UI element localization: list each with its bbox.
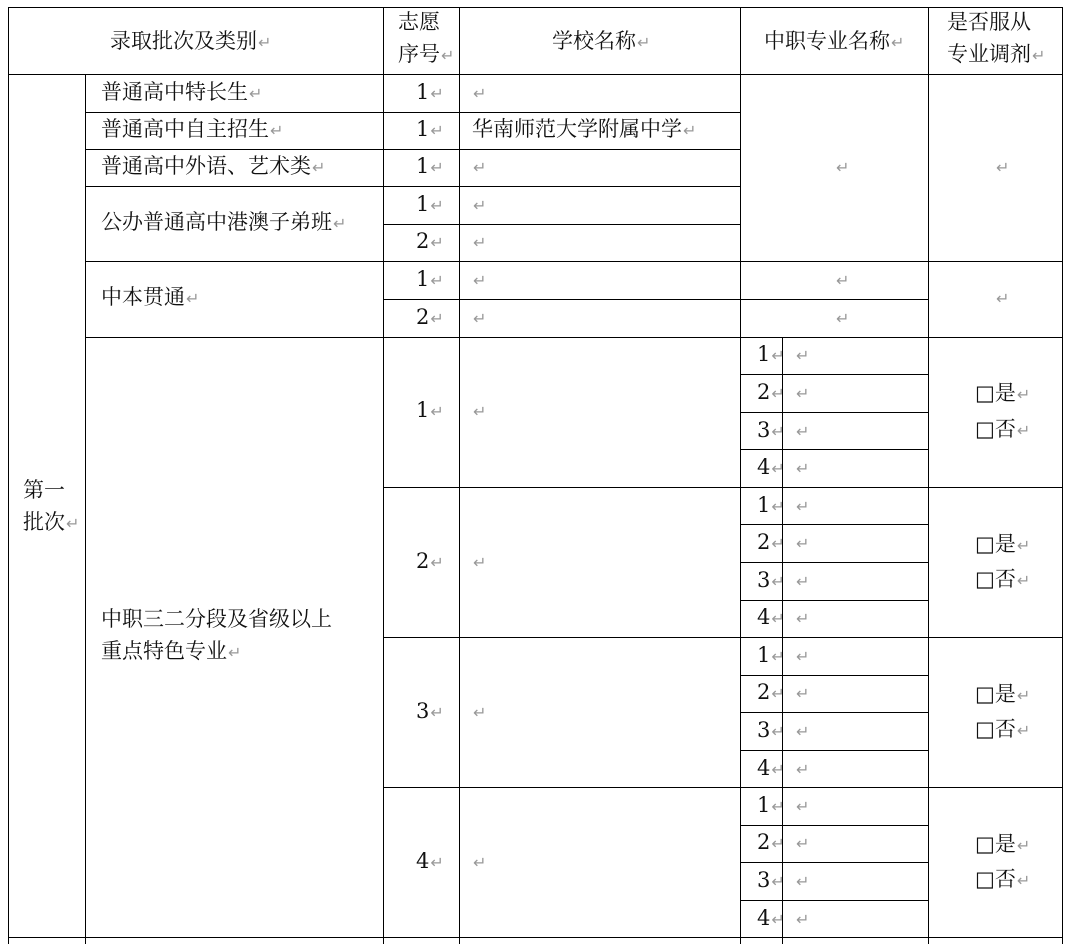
seq-number: 1↵ [416, 192, 444, 216]
adjust-no-checkbox[interactable]: □否↵ [975, 417, 1031, 441]
header-adjust-line2: 专业调剂↵ [947, 42, 1046, 66]
seq-number: 1↵ [416, 154, 444, 178]
major-field[interactable]: ↵ [796, 834, 810, 853]
school-field[interactable]: ↵ [473, 553, 487, 572]
school-field[interactable]: ↵ [473, 84, 487, 103]
school-field[interactable]: ↵ [473, 703, 487, 722]
category-hk-macau: 公办普通高中港澳子弟班↵ [101, 210, 347, 234]
category-language-art: 普通高中外语、艺术类↵ [101, 154, 326, 178]
batch-label-line1: 第一 [23, 478, 65, 502]
adjust-no-checkbox[interactable]: □否↵ [975, 567, 1031, 591]
major-field[interactable]: ↵ [796, 684, 810, 703]
seq-number: 3↵ [416, 699, 444, 723]
major-field[interactable]: ↵ [796, 872, 810, 891]
category-undergrad-link: 中本贯通↵ [101, 285, 200, 309]
major-number: 4↵ [757, 455, 785, 479]
major-number: 4↵ [757, 906, 785, 930]
header-category: 录取批次及类别↵ [110, 29, 272, 53]
seq-number: 2↵ [416, 305, 444, 329]
adjust-yes-checkbox[interactable]: □是↵ [975, 832, 1031, 856]
batch-label-line2: 批次↵ [23, 510, 80, 534]
header-seq-line1: 志愿 [398, 10, 440, 34]
major-field[interactable]: ↵ [836, 309, 850, 328]
seq-number: 4↵ [416, 849, 444, 873]
major-field[interactable]: ↵ [796, 722, 810, 741]
major-number: 3↵ [757, 568, 785, 592]
category-vocational-line2: 重点特色专业↵ [101, 639, 242, 663]
major-field[interactable]: ↵ [836, 271, 850, 290]
major-number: 2↵ [757, 530, 785, 554]
major-field[interactable]: ↵ [796, 609, 810, 628]
major-field[interactable]: ↵ [796, 384, 810, 403]
major-field[interactable]: ↵ [796, 497, 810, 516]
major-number: 3↵ [757, 868, 785, 892]
school-field[interactable]: ↵ [473, 271, 487, 290]
major-number: 2↵ [757, 680, 785, 704]
major-field[interactable]: ↵ [796, 422, 810, 441]
adjust-yes-checkbox[interactable]: □是↵ [975, 381, 1031, 405]
major-number: 4↵ [757, 605, 785, 629]
major-number: 1↵ [757, 493, 785, 517]
seq-number: 1↵ [416, 398, 444, 422]
major-number: 1↵ [757, 342, 785, 366]
category-vocational-line1: 中职三二分段及省级以上 [101, 607, 332, 631]
header-seq-line2: 序号↵ [398, 42, 455, 66]
major-number: 1↵ [757, 793, 785, 817]
school-field[interactable]: ↵ [473, 233, 487, 252]
header-school: 学校名称↵ [552, 29, 651, 53]
school-field[interactable]: 华南师范大学附属中学↵ [472, 117, 697, 141]
header-major: 中职专业名称↵ [764, 29, 905, 53]
major-number: 2↵ [757, 830, 785, 854]
seq-number: 1↵ [416, 117, 444, 141]
major-field[interactable]: ↵ [796, 346, 810, 365]
major-field[interactable]: ↵ [796, 910, 810, 929]
adjust-field[interactable]: ↵ [996, 158, 1010, 177]
major-number: 3↵ [757, 418, 785, 442]
major-number: 1↵ [757, 643, 785, 667]
major-field[interactable]: ↵ [796, 534, 810, 553]
major-number: 4↵ [757, 756, 785, 780]
major-field[interactable]: ↵ [836, 158, 850, 177]
school-field[interactable]: ↵ [473, 196, 487, 215]
adjust-yes-checkbox[interactable]: □是↵ [975, 682, 1031, 706]
header-adjust-line1: 是否服从 [947, 10, 1031, 34]
major-field[interactable]: ↵ [796, 572, 810, 591]
major-field[interactable]: ↵ [796, 459, 810, 478]
major-number: 2↵ [757, 380, 785, 404]
category-specialty: 普通高中特长生↵ [101, 80, 263, 104]
school-field[interactable]: ↵ [473, 309, 487, 328]
seq-number: 1↵ [416, 267, 444, 291]
major-number: 3↵ [757, 718, 785, 742]
major-field[interactable]: ↵ [796, 797, 810, 816]
school-field[interactable]: ↵ [473, 158, 487, 177]
adjust-field[interactable]: ↵ [996, 289, 1010, 308]
adjust-no-checkbox[interactable]: □否↵ [975, 717, 1031, 741]
school-field[interactable]: ↵ [473, 853, 487, 872]
category-independent: 普通高中自主招生↵ [101, 117, 284, 141]
major-field[interactable]: ↵ [796, 760, 810, 779]
adjust-yes-checkbox[interactable]: □是↵ [975, 532, 1031, 556]
major-field[interactable]: ↵ [796, 647, 810, 666]
school-field[interactable]: ↵ [473, 402, 487, 421]
adjust-no-checkbox[interactable]: □否↵ [975, 867, 1031, 891]
seq-number: 1↵ [416, 80, 444, 104]
seq-number: 2↵ [416, 229, 444, 253]
seq-number: 2↵ [416, 549, 444, 573]
